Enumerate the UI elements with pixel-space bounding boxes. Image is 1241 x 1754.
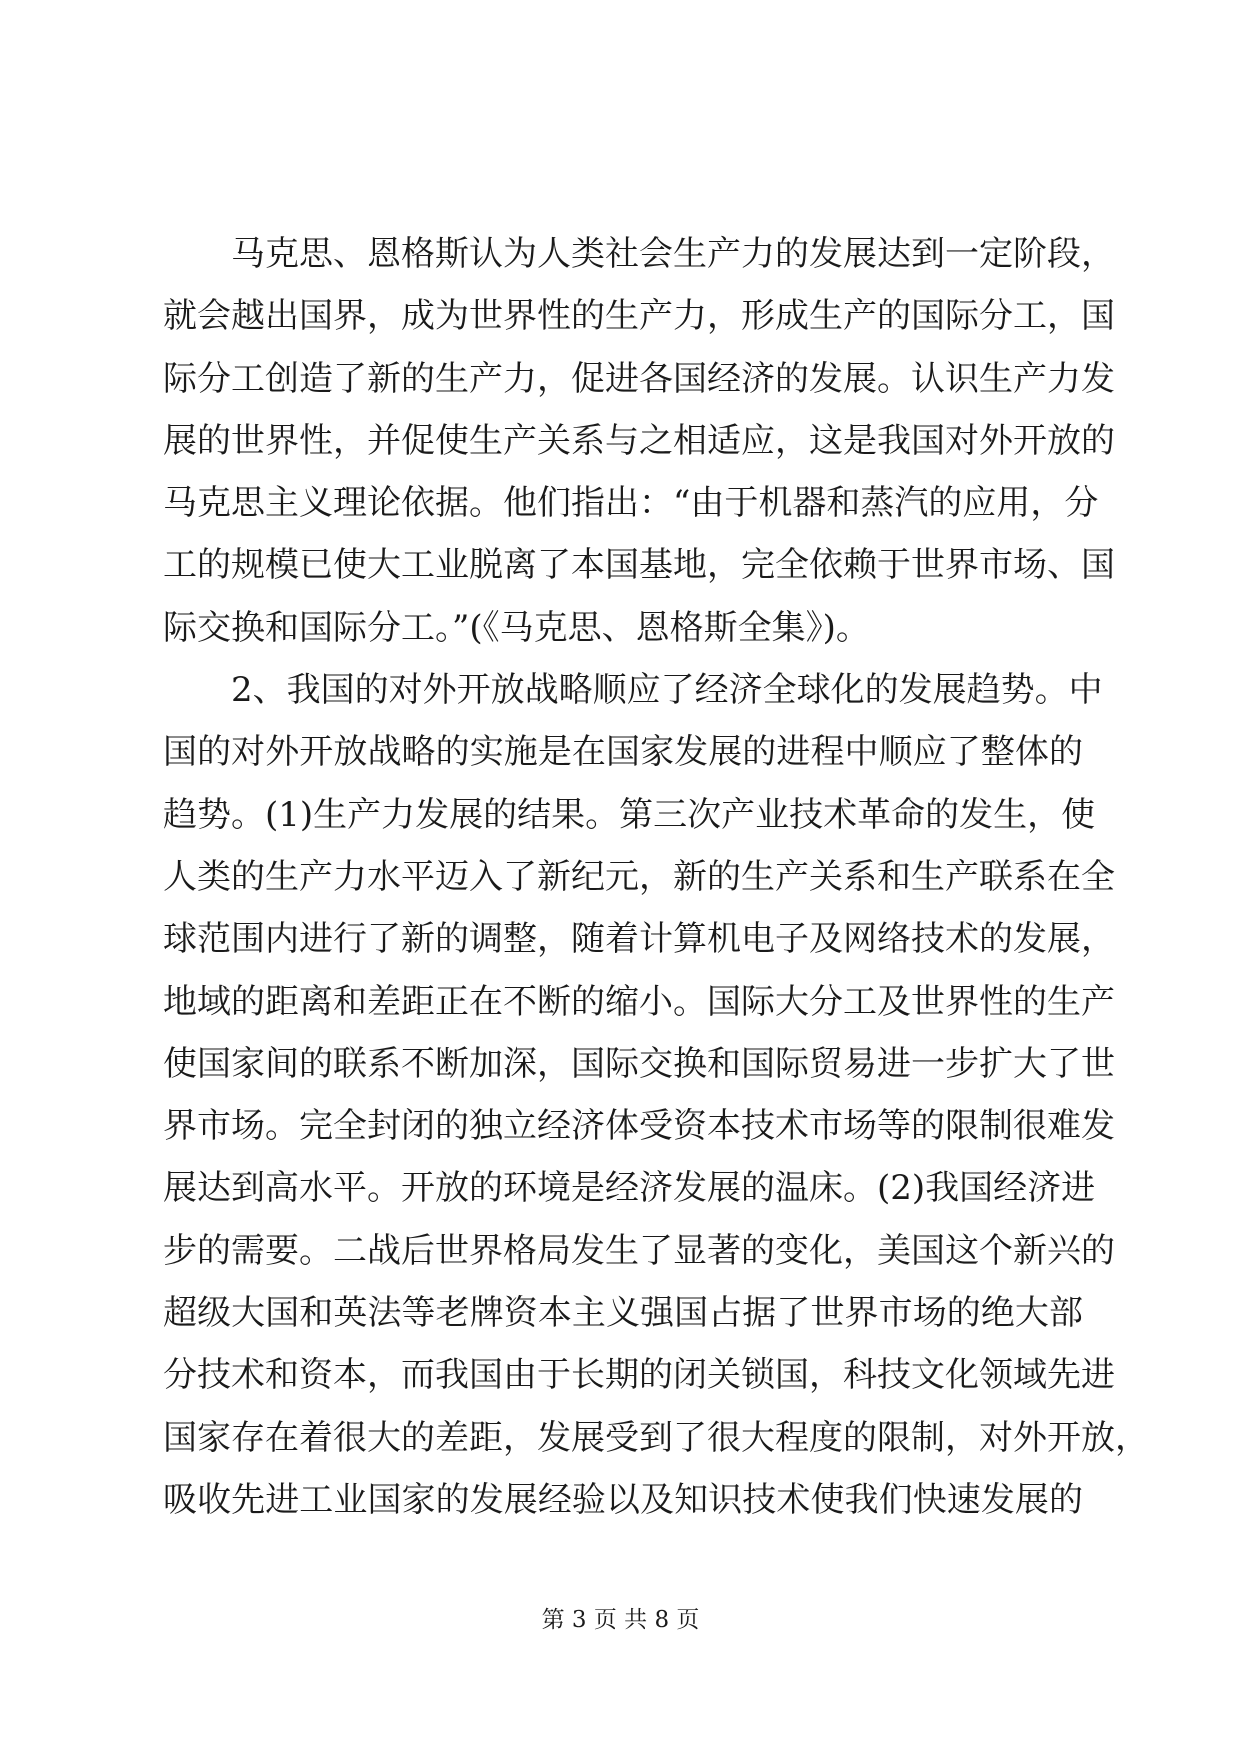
paragraph-line: 国的对外开放战略的实施是在国家发展的进程中顺应了整体的 [163, 732, 1083, 773]
paragraph-line: 超级大国和英法等老牌资本主义强国占据了世界市场的绝大部 [163, 1293, 1083, 1334]
paragraph-line: 际交换和国际分工。”(《马克思、恩格斯全集》)。 [163, 607, 870, 648]
paragraph-line: 步的需要。二战后世界格局发生了显著的变化，美国这个新兴的 [163, 1230, 1115, 1271]
paragraph-line: 就会越出国界，成为世界性的生产力，形成生产的国际分工，国 [163, 296, 1115, 337]
paragraph-line: 人类的生产力水平迈入了新纪元，新的生产关系和生产联系在全 [163, 856, 1115, 897]
paragraph-line: 趋势。(1)生产力发展的结果。第三次产业技术革命的发生，使 [163, 794, 1096, 835]
paragraph-line: 展的世界性，并促使生产关系与之相适应，这是我国对外开放的 [163, 420, 1115, 461]
paragraph-line: 地域的距离和差距正在不断的缩小。国际大分工及世界性的生产 [163, 981, 1115, 1022]
paragraph-line: 马克思主义理论依据。他们指出：“由于机器和蒸汽的应用，分 [163, 483, 1099, 524]
paragraph-line: 球范围内进行了新的调整，随着计算机电子及网络技术的发展， [163, 919, 1115, 960]
paragraph-line: 吸收先进工业国家的发展经验以及知识技术使我们快速发展的 [163, 1479, 1083, 1520]
paragraph-line: 马克思、恩格斯认为人类社会生产力的发展达到一定阶段， [231, 234, 1115, 274]
page-number-footer: 第 3 页 共 8 页 [541, 1607, 700, 1633]
paragraph-line: 工的规模已使大工业脱离了本国基地，完全依赖于世界市场、国 [163, 545, 1115, 586]
paragraph-line: 2、我国的对外开放战略顺应了经济全球化的发展趋势。中 [231, 670, 1103, 711]
paragraph-line: 界市场。完全封闭的独立经济体受资本技术市场等的限制很难发 [163, 1106, 1115, 1147]
paragraph-line: 展达到高水平。开放的环境是经济发展的温床。(2)我国经济进 [163, 1168, 1096, 1209]
paragraph-line: 国家存在着很大的差距，发展受到了很大程度的限制，对外开放， [163, 1417, 1149, 1458]
paragraph-line: 分技术和资本，而我国由于长期的闭关锁国，科技文化领域先进 [163, 1355, 1115, 1396]
body-text [163, 223, 1149, 1531]
paragraph-line: 使国家间的联系不断加深，国际交换和国际贸易进一步扩大了世 [163, 1043, 1115, 1084]
paragraph-line: 际分工创造了新的生产力，促进各国经济的发展。认识生产力发 [163, 358, 1115, 399]
